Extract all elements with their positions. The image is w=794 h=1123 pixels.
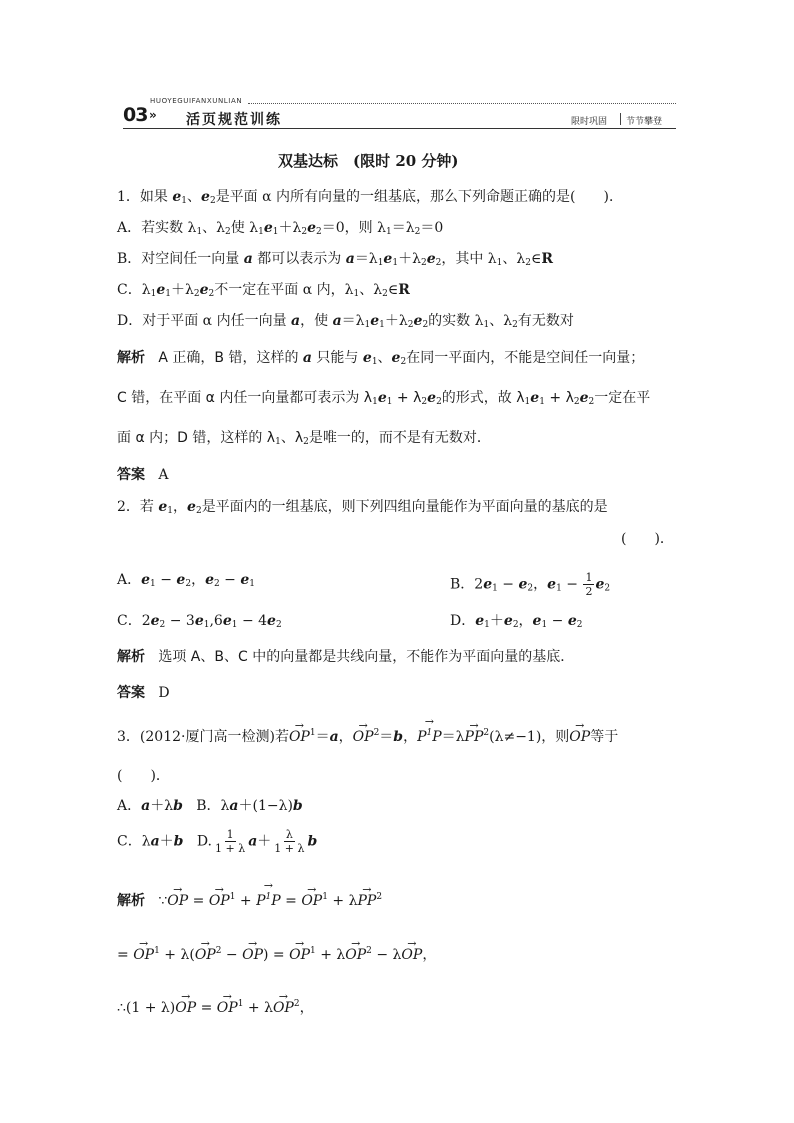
q2-explanation: 解析 选项 A、B、C 中的向量都是共线向量，不能作为平面向量的基底． xyxy=(117,649,575,665)
q1-explanation-line-2: C 错，在平面 α 内任一向量都可表示为 $\lambda_1e_1 + \lambda_2e_2$的形式，故 $\lambda_1e_1 + \lambda_2e_2$一定在平 xyxy=(117,390,651,407)
q1-answer: 答案 A xyxy=(117,467,169,483)
q3-options-ab: A．a＋λb B．λa＋(1−λ)b xyxy=(117,798,303,814)
q2-stem: 2．若 $e_1$，$e_2$是平面内的一组基底，则下列四组向量能作为平面向量的基底的是 xyxy=(117,499,608,516)
header-rule-bottom xyxy=(123,128,676,129)
section-title: 双基达标 (限时 20 分钟) xyxy=(278,152,459,170)
header-pinyin: HUOYEGUIFANXUNLIAN xyxy=(150,97,243,105)
q2-option-c: C．$2e_2 - 3e_1,6e_1 - 4e_2$ xyxy=(117,613,282,630)
q2-option-d: D．$e_1+e_2$，$e_1 - e_2$ xyxy=(450,613,583,630)
q3-explanation-line-2: = → $OP^1 + \lambda(\to OP^2$ − → OP) = → $OP^1 + \lambda\to OP^2 - \lambda\to$ OP， xyxy=(117,942,436,964)
header-rule-top xyxy=(248,103,676,104)
q1-option-a: A．若实数 $\lambda_1$、$\lambda_2$使 $\lambda_1e_1+\lambda_2e_2=0$，则 $\lambda_1=\lambda_2=0$ xyxy=(117,220,444,237)
q1-stem: 1．如果 $e_1$、$e_2$是平面 α 内所有向量的一组基底，那么下列命题正确的是( )． xyxy=(117,189,623,206)
q1-option-c: C．$\lambda_1e_1+\lambda_2e_2$不一定在平面 α 内，$\lambda_1$、$\lambda_2\in R$ xyxy=(117,282,410,299)
q1-explanation-line-3: 面 α 内；D 错，这样的 $\lambda_1$、$\lambda_2$是唯一的，而不是有无数对． xyxy=(117,430,491,447)
q1-option-b: B．对空间任一向量 a 都可以表示为 $a=\lambda_1e_1+\lambda_2e_2$，其中 $\lambda_1$、$\lambda_2\in R$ xyxy=(117,251,554,268)
q3-paren: ( )． xyxy=(117,768,170,784)
q3-stem: 3．(2012·厦门高一检测)若→ $OP^1=a$，→ $OP^2=b$，→ $P^1P=\lambda\to PP^2(\lambda\ne-1)$，则→ OP等于 xyxy=(117,724,618,746)
header-divider xyxy=(620,113,621,125)
q1-option-d: D．对于平面 α 内任一向量 a，使 $a=\lambda_1e_1+\lambda_2e_2$的实数 $\lambda_1$、$\lambda_2$有无数对 xyxy=(117,313,574,330)
q1-explanation-line-1: 解析 A 正确，B 错，这样的 a 只能与 $e_1$、$e_2$在同一平面内，不能是空间任一向量； xyxy=(117,350,645,367)
q2-answer: 答案 D xyxy=(117,685,170,701)
chapter-number: 03 xyxy=(123,104,148,126)
q2-option-b: B．$2e_1 - e_2$，$e_1$ − $\frac{1}{2}$ $e_2$ xyxy=(450,571,611,598)
q2-fraction-half: $\frac{1}{2}$ xyxy=(585,571,593,598)
q3-explanation-line-1: 解析 ∵→ OP = → $OP^1$ + → $P^1P$ = → $OP^1 + \lambda\to PP^2$ xyxy=(117,888,382,910)
chevron-icon: » xyxy=(149,108,157,122)
header-right-label-1: 限时巩固 xyxy=(571,117,608,127)
header-right-label-2: 节节攀登 xyxy=(626,117,663,127)
q3-explanation-line-3: ∴(1 + λ)→ OP = → $OP^1 + \lambda\to OP^2$， xyxy=(117,995,314,1017)
header-title: 活页规范训练 xyxy=(186,112,282,128)
q2-paren: ( )． xyxy=(621,531,674,547)
q3-fraction-1: $\frac{1}{1 + \lambda}$ xyxy=(215,828,246,855)
q3-fraction-2: $\frac{\lambda}{1 + \lambda}$ xyxy=(274,828,305,855)
q2-option-a: A．$e_1 - e_2$，$e_2 - e_1$ xyxy=(117,572,256,589)
q3-options-cd: C．λa＋b D. $\frac{1}{1 + \lambda}$ a＋ $\frac{\lambda}{1 + \lambda}$ b xyxy=(117,828,318,855)
